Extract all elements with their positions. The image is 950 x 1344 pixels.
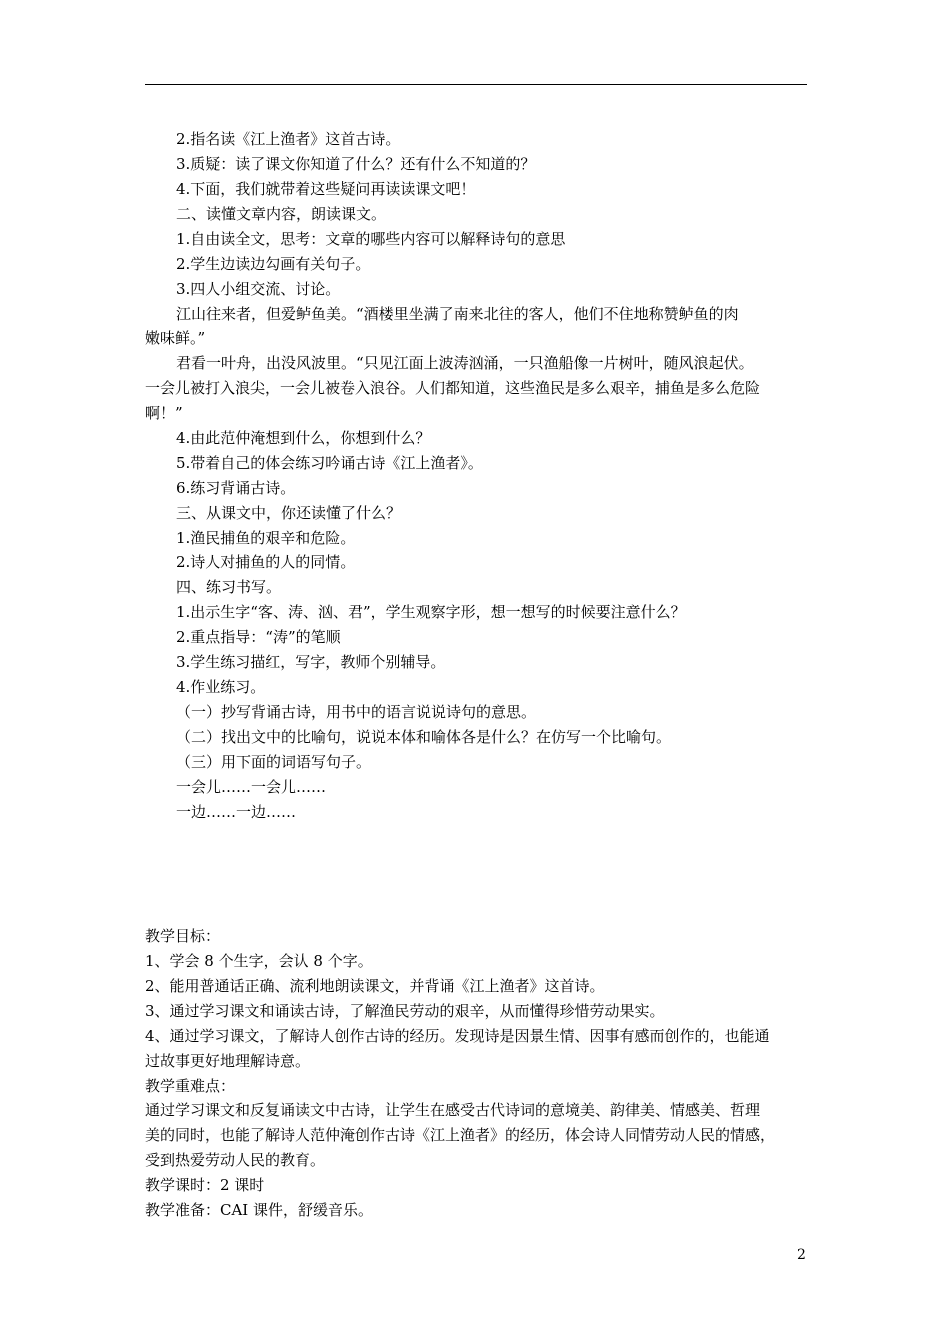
header-rule [145, 84, 807, 85]
text-line: 4、通过学习课文，了解诗人创作古诗的经历。发现诗是因景生情、因事有感而创作的，也能通 [145, 1027, 770, 1045]
text-line: 1、学会 8 个生字，会认 8 个字。 [145, 952, 373, 970]
text-line: 通过学习课文和反复诵读文中古诗，让学生在感受古代诗词的意境美、韵律美、情感美、哲理 [145, 1101, 761, 1119]
text-line: 6.练习背诵古诗。 [176, 479, 296, 497]
text-line: 嫩味鲜。” [145, 329, 206, 347]
text-line: 2.诗人对捕鱼的人的同情。 [176, 553, 356, 571]
text-line: 5.带着自己的体会练习吟诵古诗《江上渔者》。 [176, 454, 483, 472]
text-line: 2.指名读《江上渔者》这首古诗。 [176, 130, 401, 148]
text-line: 过故事更好地理解诗意。 [145, 1052, 311, 1070]
text-line: 4.作业练习。 [176, 678, 266, 696]
text-line: 3.四人小组交流、讨论。 [176, 280, 341, 298]
text-line: 一会儿被打入浪尖，一会儿被卷入浪谷。人们都知道，这些渔民是多么艰辛，捕鱼是多么危险 [145, 379, 761, 397]
text-line: 江山往来者，但爱鲈鱼美。“酒楼里坐满了南来北往的客人，他们不住地称赞鲈鱼的肉 [176, 305, 739, 323]
text-line: 1.出示生字“客、涛、汹、君”，学生观察字形，想一想写的时候要注意什么？ [176, 603, 686, 621]
section-heading: 三、从课文中，你还读懂了什么？ [176, 504, 402, 522]
section-heading: 四、练习书写。 [176, 578, 282, 596]
text-line: 受到热爱劳动人民的教育。 [145, 1151, 326, 1169]
section-heading: 教学目标： [145, 927, 221, 945]
text-line: 3、通过学习课文和诵读古诗，了解渔民劳动的艰辛，从而懂得珍惜劳动果实。 [145, 1002, 665, 1020]
text-line: （三）用下面的词语写句子。 [176, 753, 372, 771]
text-line: 啊！” [145, 404, 183, 422]
text-line: 1.自由读全文，思考：文章的哪些内容可以解释诗句的意思 [176, 230, 566, 248]
section-heading: 教学重难点： [145, 1077, 236, 1095]
text-line: 3.学生练习描红，写字，教师个别辅导。 [176, 653, 446, 671]
page-number: 2 [797, 1247, 806, 1263]
text-line: 教学课时：2 课时 [145, 1176, 265, 1194]
text-line: 4.下面，我们就带着这些疑问再读读课文吧！ [176, 180, 476, 198]
text-line: 美的同时，也能了解诗人范仲淹创作古诗《江上渔者》的经历，体会诗人同情劳动人民的情感， [145, 1126, 776, 1144]
text-line: 2.重点指导：“涛”的笔顺 [176, 628, 341, 646]
text-line: （二）找出文中的比喻句，说说本体和喻体各是什么？在仿写一个比喻句。 [176, 728, 672, 746]
text-line: 一会儿……一会儿…… [176, 778, 327, 796]
text-line: 2.学生边读边勾画有关句子。 [176, 255, 371, 273]
text-line: 教学准备：CAI 课件，舒缓音乐。 [145, 1201, 374, 1219]
text-line: （一）抄写背诵古诗，用书中的语言说说诗句的意思。 [176, 703, 537, 721]
text-line: 2、能用普通话正确、流利地朗读课文，并背诵《江上渔者》这首诗。 [145, 977, 605, 995]
text-line: 3.质疑：读了课文你知道了什么？还有什么不知道的？ [176, 155, 536, 173]
text-line: 一边……一边…… [176, 803, 297, 821]
section-heading: 二、读懂文章内容，朗读课文。 [176, 205, 387, 223]
text-line: 1.渔民捕鱼的艰辛和危险。 [176, 529, 356, 547]
text-line: 君看一叶舟，出没风波里。“只见江面上波涛汹涌，一只渔船像一片树叶，随风浪起伏。 [176, 354, 754, 372]
text-line: 4.由此范仲淹想到什么，你想到什么？ [176, 429, 431, 447]
